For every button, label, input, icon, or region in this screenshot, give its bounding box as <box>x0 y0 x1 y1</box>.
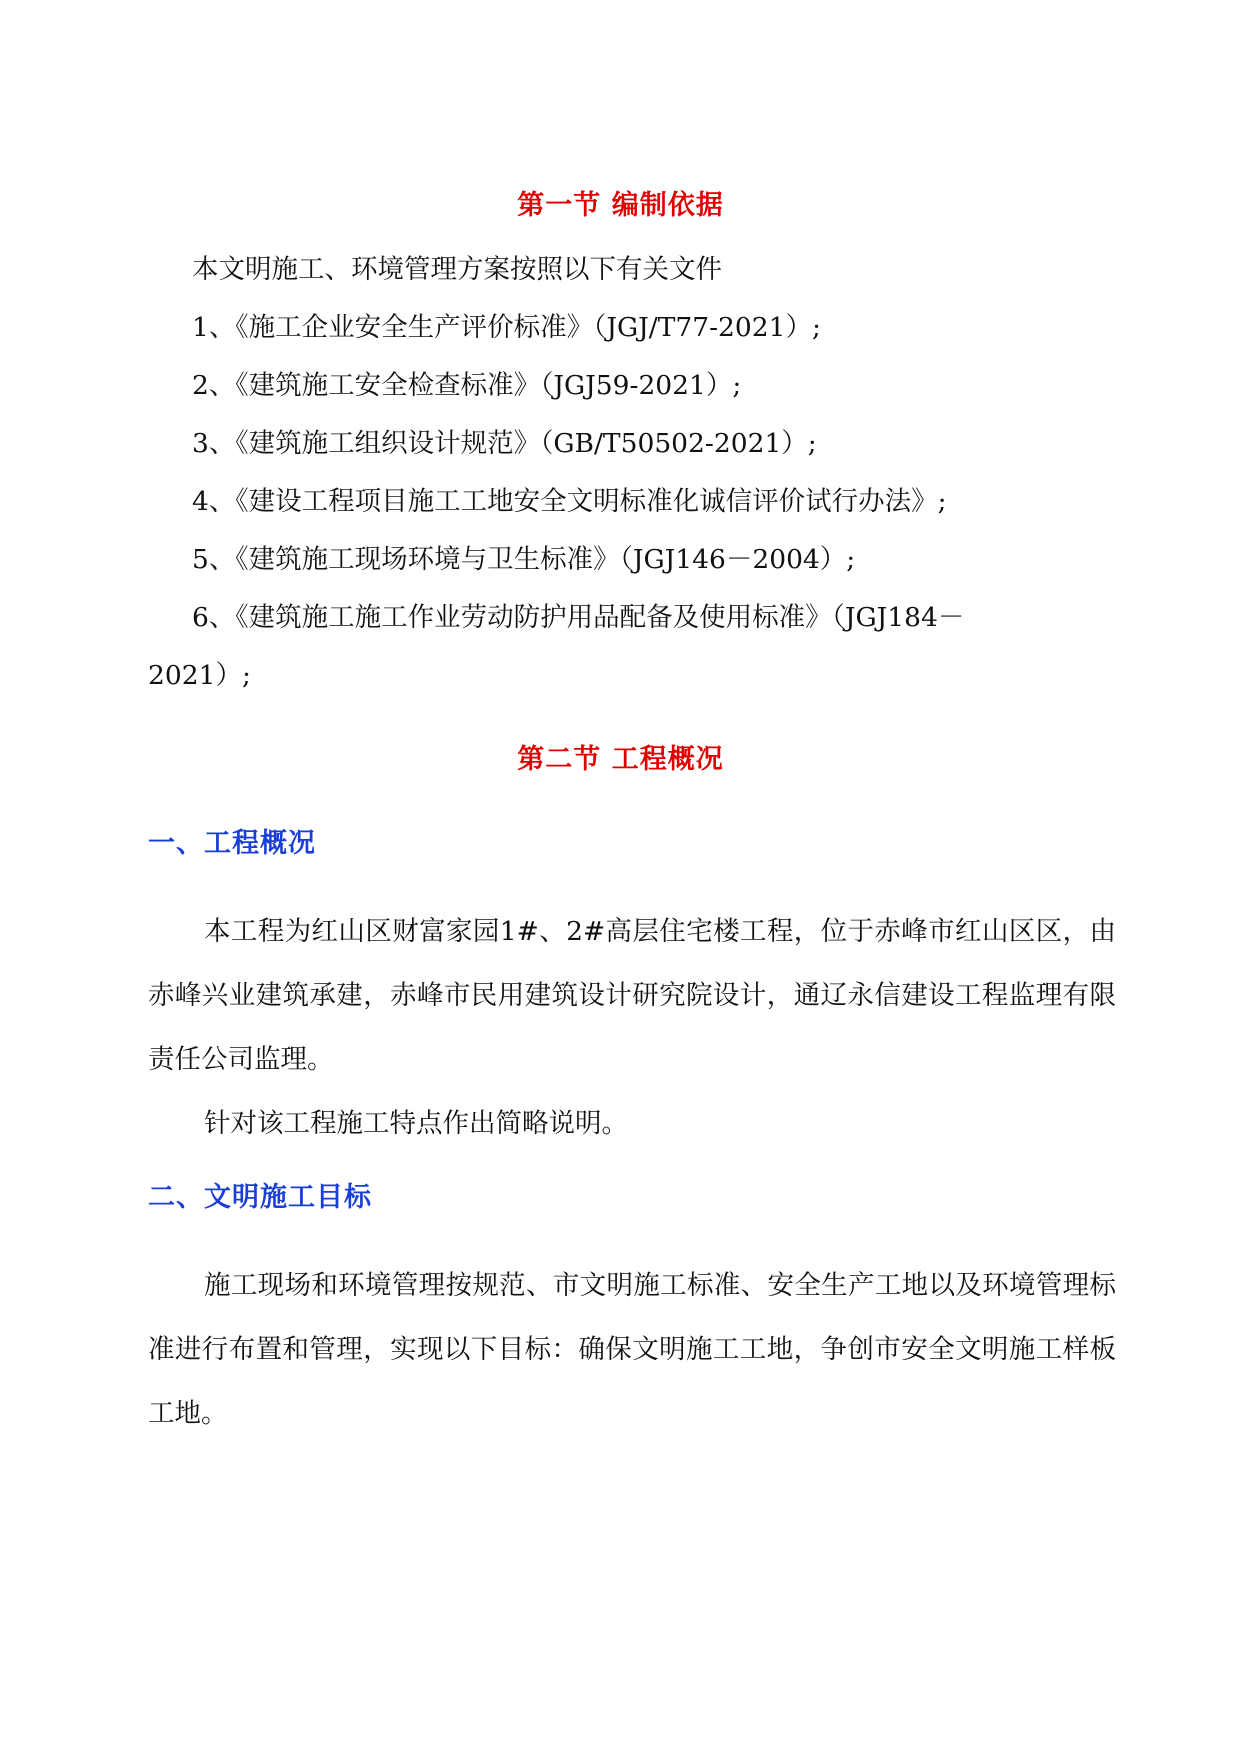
section-title-overview: 第二节 工程概况 <box>517 744 724 775</box>
basis-item-3: 3、《建筑施工组织设计规范》（GB/T50502-2021）; <box>192 428 817 459</box>
overview-paragraph: 本工程为红山区财富家园1#、2#高层住宅楼工程，位于赤峰市红山区区，由赤峰兴业建筑承建，赤峰市民用建筑设计研究院设计，通辽永信建设工程监理有限责任公司监理。 <box>148 916 1116 1075</box>
section-title-basis: 第一节 编制依据 <box>517 190 724 221</box>
overview-note-paragraph: 针对该工程施工特点作出简略说明。 <box>204 1108 628 1139</box>
basis-item-2: 2、《建筑施工安全检查标准》（JGJ59-2021）; <box>192 370 742 401</box>
basis-item-6-continued: 2021）; <box>148 660 251 691</box>
basis-item-5: 5、《建筑施工现场环境与卫生标准》（JGJ146－2004）; <box>192 544 856 575</box>
subsection-title-goals: 二、文明施工目标 <box>148 1182 372 1213</box>
basis-intro: 本文明施工、环境管理方案按照以下有关文件 <box>192 254 722 285</box>
basis-item-6: 6、《建筑施工施工作业劳动防护用品配备及使用标准》（JGJ184－ <box>192 602 965 633</box>
basis-item-1: 1、《施工企业安全生产评价标准》（JGJ/T77-2021）; <box>192 312 821 343</box>
subsection-title-overview: 一、工程概况 <box>148 828 316 859</box>
goals-paragraph: 施工现场和环境管理按规范、市文明施工标准、安全生产工地以及环境管理标准进行布置和管理，实现以下目标：确保文明施工工地，争创市安全文明施工样板工地。 <box>148 1270 1116 1429</box>
basis-item-4: 4、《建设工程项目施工工地安全文明标准化诚信评价试行办法》; <box>192 486 947 517</box>
